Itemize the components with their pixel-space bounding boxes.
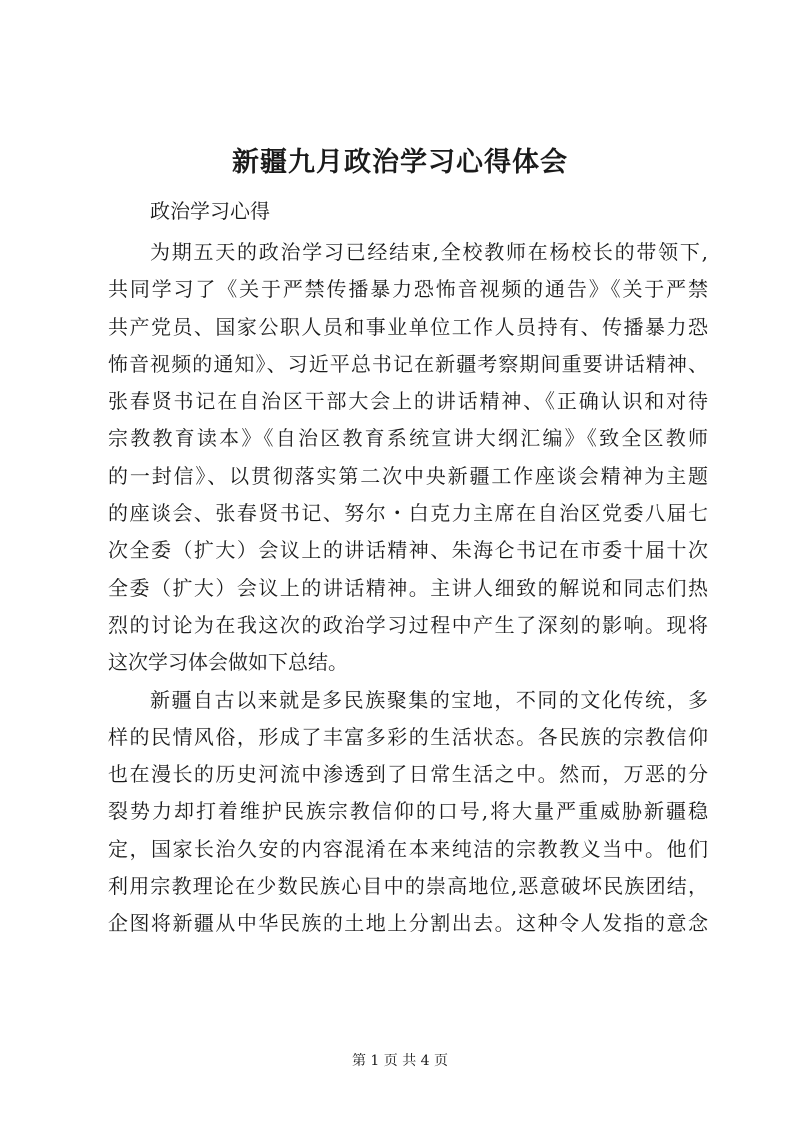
text-line: 共产党员、国家公职人员和事业单位工作人员持有、传播暴力恐: [108, 314, 708, 339]
text-line: 怖音视频的通知》、习近平总书记在新疆考察期间重要讲话精神、: [108, 351, 708, 376]
text-line: 全委（扩大）会议上的讲话精神。主讲人细致的解说和同志们热: [108, 575, 708, 600]
text-line: 新疆自古以来就是多民族聚集的宝地，不同的文化传统，多: [150, 687, 708, 712]
document-body: [108, 234, 708, 943]
text-line: 这次学习体会做如下总结。: [108, 650, 348, 675]
document-title: 新疆九月政治学习心得体会: [232, 147, 568, 178]
text-line: 利用宗教理论在少数民族心目中的崇高地位,恶意破坏民族团结，: [108, 874, 708, 899]
text-line: 企图将新疆从中华民族的土地上分割出去。这种令人发指的意念: [108, 911, 708, 936]
text-line: 样的民情风俗，形成了丰富多彩的生活状态。各民族的宗教信仰: [108, 724, 708, 749]
text-line: 裂势力却打着维护民族宗教信仰的口号,将大量严重威胁新疆稳: [108, 799, 708, 824]
text-line: 次全委（扩大）会议上的讲话精神、朱海仑书记在市委十届十次: [108, 538, 708, 563]
text-line: 宗教教育读本》《自治区教育系统宣讲大纲汇编》《致全区教师: [108, 426, 708, 451]
page-footer: 第 1 页 共 4 页: [351, 1053, 449, 1069]
text-line: 张春贤书记在自治区干部大会上的讲话精神、《正确认识和对待: [108, 389, 708, 414]
document-subtitle: 政治学习心得: [150, 199, 270, 223]
text-line: 共同学习了《关于严禁传播暴力恐怖音视频的通告》《关于严禁: [108, 277, 708, 302]
text-line: 烈的讨论为在我这次的政治学习过程中产生了深刻的影响。现将: [108, 612, 708, 637]
text-line: 为期五天的政治学习已经结束,全校教师在杨校长的带领下,: [150, 240, 708, 264]
text-line: 的一封信》、以贯彻落实第二次中央新疆工作座谈会精神为主题: [108, 463, 708, 488]
text-line: 定，国家长治久安的内容混淆在本来纯洁的宗教教义当中。他们: [108, 836, 708, 861]
text-line: 的座谈会、张春贤书记、努尔・白克力主席在自治区党委八届七: [108, 501, 708, 526]
text-line: 也在漫长的历史河流中渗透到了日常生活之中。然而，万恶的分: [108, 762, 708, 787]
